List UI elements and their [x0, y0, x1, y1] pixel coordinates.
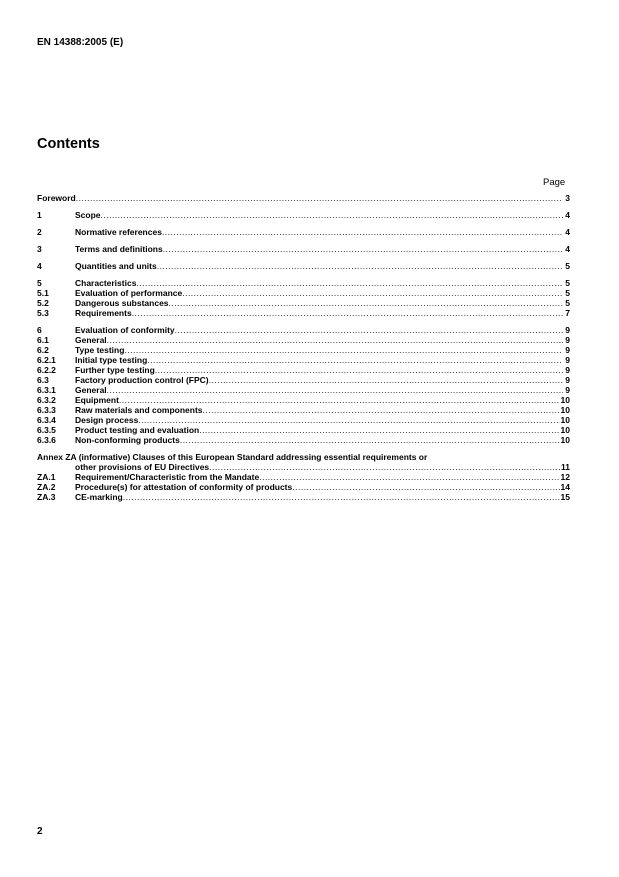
toc-entry[interactable] [37, 385, 570, 395]
toc-page: 9 [565, 375, 570, 385]
toc-label: Further type testing [75, 365, 155, 375]
leader-dots [209, 375, 563, 385]
leader-dots [155, 365, 563, 375]
leader-dots [203, 405, 560, 415]
toc-number: 6.3.6 [37, 435, 56, 445]
toc-number: 4 [37, 261, 42, 271]
toc-page: 11 [561, 462, 570, 472]
toc-number: 5.1 [37, 288, 49, 298]
annex-title[interactable]: Annex ZA (informative) Clauses of this European Standard addressing essential requirements or [37, 452, 428, 462]
toc-label: Factory production control (FPC) [75, 375, 209, 385]
leader-dots [180, 435, 560, 445]
toc-number: 6 [37, 325, 42, 335]
toc-entry[interactable] [37, 335, 570, 345]
leader-dots [123, 492, 560, 502]
toc-label: Quantities and units [75, 261, 157, 271]
toc-label: General [75, 385, 107, 395]
toc-entry[interactable] [37, 308, 570, 318]
document-header: EN 14388:2005 (E) [37, 37, 124, 48]
toc-label: Foreword [37, 193, 76, 203]
toc-page: 10 [560, 415, 570, 425]
toc-label: Evaluation of performance [75, 288, 183, 298]
toc-number: 6.3 [37, 375, 49, 385]
leader-dots [147, 355, 563, 365]
toc-entry[interactable] [37, 288, 570, 298]
leader-dots [175, 325, 563, 335]
toc-number: 5.3 [37, 308, 49, 318]
toc-number: 5 [37, 278, 42, 288]
leader-dots [209, 462, 560, 472]
toc-number: 6.3.1 [37, 385, 56, 395]
annex-title-continuation[interactable] [37, 462, 570, 472]
toc-entry[interactable] [37, 415, 570, 425]
page-number: 2 [37, 826, 43, 837]
toc-number: ZA.3 [37, 492, 56, 502]
toc-number: 1 [37, 210, 42, 220]
leader-dots [259, 472, 559, 482]
leader-dots [101, 210, 563, 220]
toc-page: 3 [565, 193, 570, 203]
toc-page: 10 [560, 425, 570, 435]
toc-number: 6.2.2 [37, 365, 56, 375]
toc-page: 4 [565, 227, 570, 237]
toc-page: 7 [565, 308, 570, 318]
toc-label: Design process [75, 415, 139, 425]
toc-label: General [75, 335, 107, 345]
leader-dots [107, 385, 563, 395]
toc-label: Normative references [75, 227, 162, 237]
toc-page: 9 [565, 385, 570, 395]
toc-entry[interactable] [37, 193, 570, 203]
toc-entry[interactable] [37, 227, 570, 237]
toc-page: 9 [565, 325, 570, 335]
toc-label: CE-marking [75, 492, 123, 502]
leader-dots [169, 298, 563, 308]
toc-page: 9 [565, 365, 570, 375]
leader-dots [132, 308, 563, 318]
toc-label: Requirement/Characteristic from the Mandate [75, 472, 260, 482]
toc-entry[interactable] [37, 395, 570, 405]
toc-page: 12 [560, 472, 570, 482]
leader-dots [107, 335, 563, 345]
leader-dots [76, 193, 563, 203]
toc-number: ZA.2 [37, 482, 56, 492]
toc-page: 5 [565, 261, 570, 271]
toc-entry[interactable] [37, 482, 570, 492]
toc-page: 5 [565, 278, 570, 288]
toc-number: 6.2 [37, 345, 49, 355]
leader-dots [136, 278, 563, 288]
toc-page: 10 [560, 395, 570, 405]
leader-dots [163, 244, 563, 254]
toc-entry[interactable] [37, 472, 570, 482]
leader-dots [119, 395, 560, 405]
toc-page: 9 [565, 345, 570, 355]
toc-label: Scope [75, 210, 101, 220]
toc-label: Initial type testing [75, 355, 148, 365]
leader-dots [199, 425, 559, 435]
toc-label: Procedure(s) for attestation of conformity of products [75, 482, 293, 492]
toc-label: Requirements [75, 308, 132, 318]
leader-dots [182, 288, 563, 298]
toc-page: 4 [565, 244, 570, 254]
toc-label: Terms and definitions [75, 244, 163, 254]
toc-label: Raw materials and components [75, 405, 203, 415]
page-column-label: Page [543, 177, 566, 188]
toc-label: Dangerous substances [75, 298, 169, 308]
toc-number: 6.3.5 [37, 425, 56, 435]
toc-label: Characteristics [75, 278, 137, 288]
toc-entry[interactable] [37, 325, 570, 335]
toc-entry[interactable] [37, 278, 570, 288]
toc-page: 9 [565, 335, 570, 345]
toc-entry[interactable] [37, 210, 570, 220]
toc-number: 6.3.2 [37, 395, 56, 405]
annex-list [37, 472, 570, 502]
table-of-contents [37, 193, 570, 502]
toc-page: 5 [565, 298, 570, 308]
toc-entry[interactable] [37, 244, 570, 254]
toc-number: ZA.1 [37, 472, 56, 482]
toc-page: 10 [560, 435, 570, 445]
toc-label: Evaluation of conformity [75, 325, 175, 335]
toc-page: 4 [565, 210, 570, 220]
toc-number: 5.2 [37, 298, 49, 308]
toc-number: 6.2.1 [37, 355, 56, 365]
toc-entry[interactable] [37, 405, 570, 415]
toc-page: 10 [560, 405, 570, 415]
toc-entry[interactable] [37, 492, 570, 502]
toc-list [37, 193, 570, 445]
toc-entry[interactable] [37, 261, 570, 271]
toc-number: 6.1 [37, 335, 49, 345]
toc-entry[interactable] [37, 365, 570, 375]
toc-number: 3 [37, 244, 42, 254]
toc-number: 2 [37, 227, 42, 237]
leader-dots [292, 482, 559, 492]
toc-entry[interactable] [37, 355, 570, 365]
toc-page: 14 [560, 482, 570, 492]
toc-number: 6.3.3 [37, 405, 56, 415]
toc-page: 5 [565, 288, 570, 298]
toc-entry[interactable] [37, 425, 570, 435]
toc-entry[interactable] [37, 435, 570, 445]
toc-entry[interactable] [37, 298, 570, 308]
toc-label: Product testing and evaluation [75, 425, 200, 435]
leader-dots [157, 261, 563, 271]
toc-label: other provisions of EU Directives [75, 462, 210, 472]
toc-page: 9 [565, 355, 570, 365]
leader-dots [138, 415, 559, 425]
toc-entry[interactable] [37, 375, 570, 385]
toc-number: 6.3.4 [37, 415, 56, 425]
toc-label: Equipment [75, 395, 119, 405]
toc-entry[interactable] [37, 345, 570, 355]
leader-dots [124, 345, 563, 355]
toc-label: Non-conforming products [75, 435, 180, 445]
leader-dots [162, 227, 563, 237]
toc-page: 15 [560, 492, 570, 502]
page-title: Contents [37, 136, 100, 152]
toc-label: Type testing [75, 345, 125, 355]
